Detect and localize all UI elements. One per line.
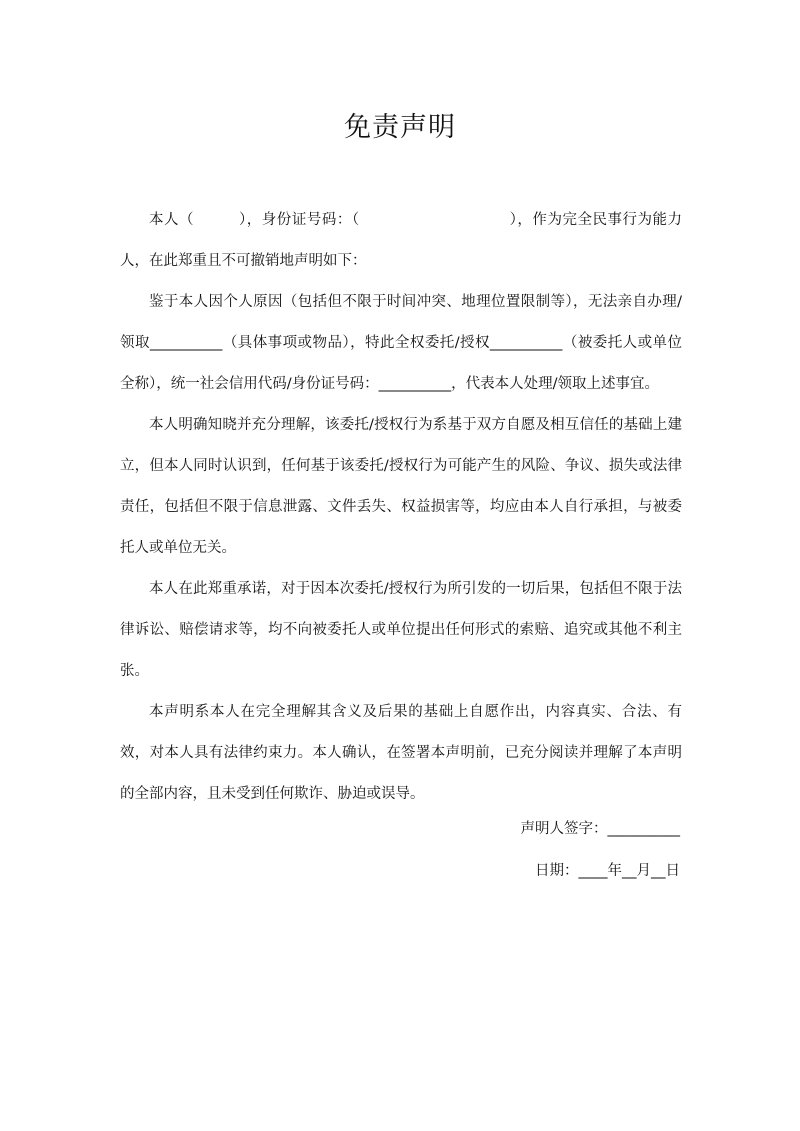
paragraph-commitment: 本人在此郑重承诺，对于因本次委托/授权行为所引发的一切后果，包括但不限于法律诉讼、赔偿请求等，均不向被委托人或单位提出任何形式的索赔、追究或其他不利主张。 [120,581,682,679]
date-line: 日期：____年__月__日 [535,863,680,879]
declaration-body [120,200,682,815]
page-title: 免责声明 [344,112,456,143]
paragraph-risk-acknowledgement: 本人明确知晓并充分理解，该委托/授权行为系基于双方自愿及相互信任的基础上建立，但本人同时认识到，任何基于该委托/授权行为可能产生的风险、争议、损失或法律责任，包括但不限于信息泄露、文件丢失、权益损害等，均应由本人自行承担，与被委托人或单位无关。 [120,417,682,556]
paragraph-validity: 本声明系本人在完全理解其含义及后果的基础上自愿作出，内容真实、合法、有效，对本人具有法律约束力。本人确认，在签署本声明前，已充分阅读并理解了本声明的全部内容，且未受到任何欺诈、胁迫或误导。 [120,704,682,802]
paragraph-declarant: 本人（ ），身份证号码：（ ），作为完全民事行为能力人，在此郑重且不可撤销地声明如下： [120,212,682,269]
paragraph-authorization: 鉴于本人因个人原因（包括但不限于时间冲突、地理位置限制等），无法亲自办理/领取__________（具体事项或物品），特此全权委托/授权__________（被委托人或单位全称），统一社会信用代码/身份证号码：__________，代表本人处理/领取上述事宜。 [120,294,682,392]
signature-line: 声明人签字：__________ [520,821,680,837]
